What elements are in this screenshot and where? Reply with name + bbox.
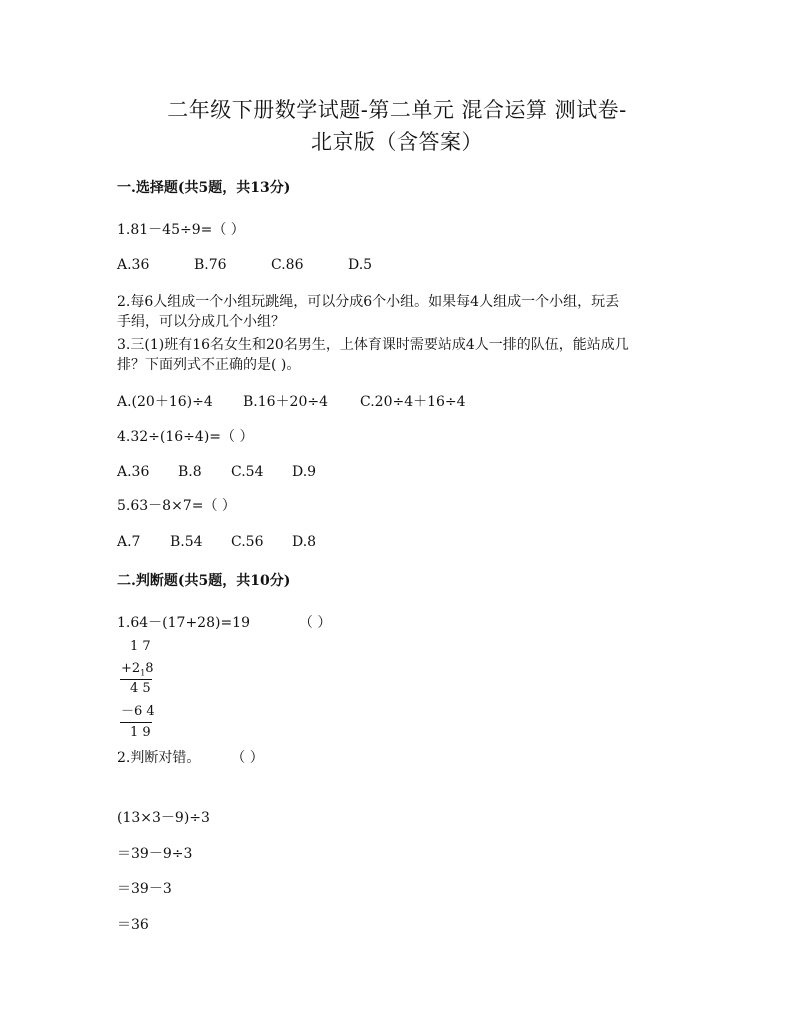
option-a: A.36 [117, 257, 150, 273]
calc-step-3: ＝39－3 [117, 881, 172, 897]
doc-title-line2: 北京版（含答案） [311, 130, 483, 154]
question-1-5: 5.63－8×7=（ ） [117, 498, 236, 514]
answer-paren: （ ） [231, 750, 264, 766]
option-d: D.8 [292, 534, 317, 550]
question-1-4: 4.32÷(16÷4)=（ ） [117, 429, 254, 445]
question-2-2-text: 2.判断对错。 [117, 750, 201, 766]
question-1-2-line2: 手绢，可以分成几个小组？ [117, 314, 285, 330]
question-2-1 [117, 613, 331, 633]
option-c: C.54 [231, 464, 264, 480]
question-1-3-line2: 排？下面列式不正确的是( )。 [117, 357, 301, 373]
option-d: D.5 [348, 257, 373, 273]
vertical-calc-row1: 1 7 [130, 639, 151, 654]
option-c: C.86 [271, 257, 304, 273]
option-b: B.54 [170, 534, 203, 550]
question-1-1-options [117, 255, 372, 275]
answer-paren: （ ） [298, 615, 332, 631]
option-b: B.8 [178, 464, 202, 480]
option-c: C.56 [231, 534, 264, 550]
option-a: A.7 [117, 534, 141, 550]
carry-mark: 1 [140, 668, 146, 678]
question-2-1-text: 1.64－(17+28)=19 [117, 615, 250, 631]
option-b: B.16＋20÷4 [243, 394, 329, 410]
question-1-4-options [117, 462, 316, 482]
section-heading-choice: 一.选择题(共5题，共13分) [117, 180, 291, 196]
calc-step-1: (13×3－9)÷3 [117, 810, 210, 826]
vertical-calc-row5: 1 9 [130, 725, 151, 740]
vertical-calc-rule-2 [120, 722, 152, 723]
option-a: A.(20＋16)÷4 [117, 394, 213, 410]
question-1-1: 1.81－45÷9=（ ） [117, 222, 245, 238]
vertical-calc-row2: $+2_18$ [121, 661, 154, 678]
question-2-2 [117, 748, 264, 768]
question-1-3-options [117, 392, 466, 412]
option-b: B.76 [194, 257, 227, 273]
option-c: C.20÷4＋16÷4 [360, 394, 466, 410]
question-1-2-line1: 2.每6人组成一个小组玩跳绳，可以分成6个小组。如果每4人组成一个小组，玩丢 [117, 294, 620, 310]
vertical-calc-row3: 4 5 [130, 681, 151, 696]
question-1-5-options [117, 532, 316, 552]
question-1-3-line1: 3.三(1)班有16名女生和20名男生，上体育课时需要站成4人一排的队伍，能站成几 [117, 337, 629, 353]
calc-step-4: ＝36 [117, 917, 149, 933]
vertical-calc-row4: －6 4 [121, 704, 155, 719]
section-heading-judgement: 二.判断题(共5题，共10分) [117, 573, 291, 589]
option-d: D.9 [292, 464, 317, 480]
option-a: A.36 [117, 464, 150, 480]
calc-step-2: ＝39－9÷3 [117, 846, 193, 862]
doc-title-line1: 二年级下册数学试题-第二单元 混合运算 测试卷- [167, 98, 627, 122]
